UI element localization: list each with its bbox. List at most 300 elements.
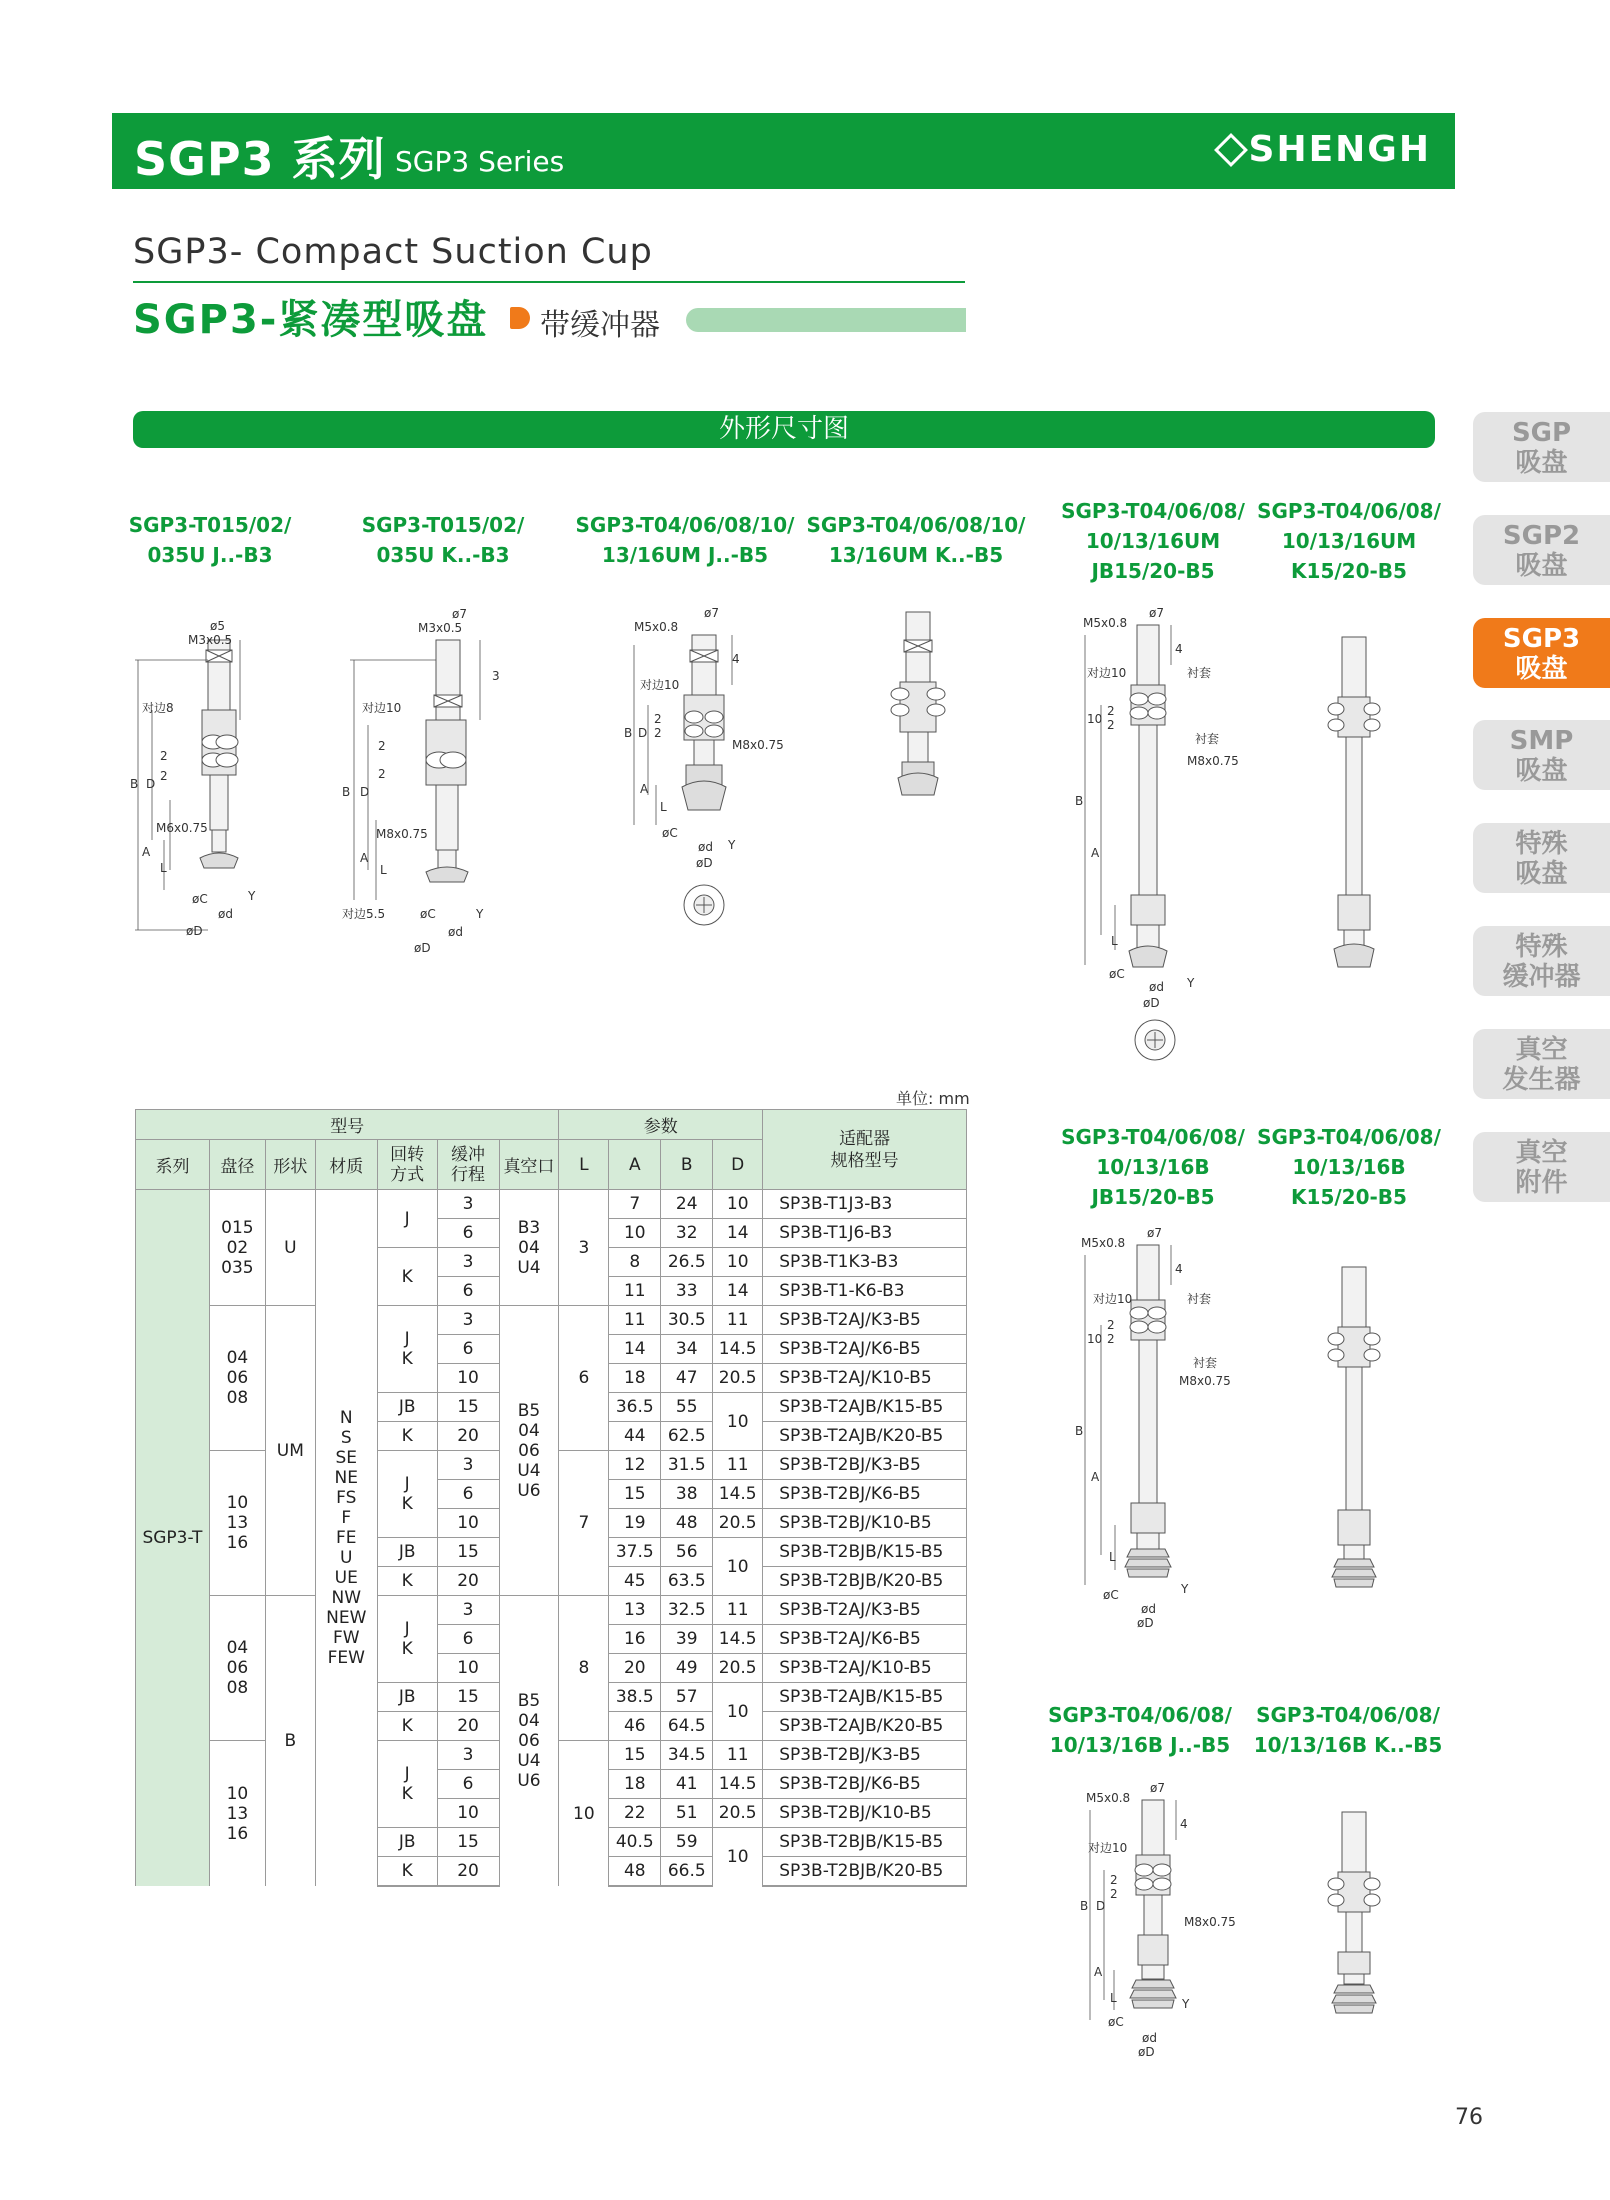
sidebar-tab-sgp[interactable]	[1473, 412, 1610, 482]
b-cell: 63.5	[661, 1567, 713, 1596]
dim-label: B	[1080, 1899, 1089, 1913]
sidebar-tab-label: 特殊	[1515, 932, 1568, 962]
dim-label: 2	[1110, 1873, 1118, 1887]
sidebar-tab-special-buffer[interactable]	[1473, 926, 1610, 996]
dim-label: M3x0.5	[418, 621, 463, 635]
dim-label: ød	[448, 925, 463, 939]
a-cell: 45	[609, 1567, 661, 1596]
rotation-cell: J K	[377, 1596, 437, 1683]
shape-cell: UM	[265, 1306, 315, 1596]
rotation-cell: K	[377, 1248, 437, 1306]
dim-label: A	[1091, 1470, 1100, 1484]
a-cell: 15	[609, 1480, 661, 1509]
stroke-cell: 6	[437, 1770, 499, 1799]
b-cell: 66.5	[661, 1857, 713, 1887]
b-cell: 62.5	[661, 1422, 713, 1451]
stroke-cell: 3	[437, 1248, 499, 1277]
stroke-cell: 3	[437, 1596, 499, 1625]
d-cell: 20.5	[713, 1799, 763, 1828]
dim-label: M6x0.75	[156, 821, 208, 835]
d-cell: 10	[713, 1683, 763, 1741]
adapter-cell: SP3B-T2AJ/K3-B5	[763, 1596, 967, 1625]
dim-label: ød	[1149, 980, 1164, 994]
stroke-cell: 3	[437, 1190, 499, 1219]
rotation-cell: J K	[377, 1306, 437, 1393]
sidebar-tab-vacuum-accessories[interactable]	[1473, 1132, 1610, 1202]
adapter-cell: SP3B-T1J3-B3	[763, 1190, 967, 1219]
stroke-cell: 20	[437, 1422, 499, 1451]
sidebar-tab-label: 特殊	[1515, 829, 1568, 859]
drawing-um-k15	[1320, 635, 1390, 975]
dim-label: øC	[192, 892, 208, 906]
drawing-t04-um-j	[620, 605, 784, 935]
stroke-cell: 15	[437, 1393, 499, 1422]
dim-label: øD	[1143, 996, 1160, 1010]
d-cell: 10	[713, 1248, 763, 1277]
dim-label: 衬套	[1187, 666, 1212, 680]
adapter-cell: SP3B-T2AJ/K3-B5	[763, 1306, 967, 1335]
dim-label: 衬套	[1195, 732, 1220, 746]
dim-label: A	[1094, 1965, 1103, 1979]
a-cell: 48	[609, 1857, 661, 1887]
d-cell: 14	[713, 1277, 763, 1306]
table-header: 真空口	[499, 1140, 559, 1190]
dim-label: B	[342, 785, 351, 799]
sidebar-tab-sublabel: 附件	[1515, 1168, 1568, 1198]
dim-label: ø7	[1147, 1226, 1162, 1240]
adapter-cell: SP3B-T1-K6-B3	[763, 1277, 967, 1306]
heading-tag: 带缓冲器	[540, 308, 660, 343]
dim-label: 衬套	[1187, 1292, 1212, 1306]
dim-label: 对边10	[1087, 666, 1127, 680]
sidebar-tab-sublabel: 缓冲器	[1502, 962, 1581, 992]
heading-cn: SGP3-紧凑型吸盘	[133, 297, 489, 343]
table-header: 缓冲 行程	[437, 1140, 499, 1190]
model-label-7: SGP3-T04/06/08/ 10/13/16B JB15/20-B5	[1061, 1125, 1245, 1209]
drawing-b-j	[1080, 1780, 1240, 2060]
d-cell: 14.5	[713, 1625, 763, 1654]
a-cell: 40.5	[609, 1828, 661, 1857]
stroke-cell: 10	[437, 1364, 499, 1393]
dim-label: B	[1075, 794, 1084, 808]
table-header: L	[559, 1140, 609, 1190]
dim-label: B	[1075, 1424, 1084, 1438]
b-cell: 57	[661, 1683, 713, 1712]
stroke-cell: 15	[437, 1683, 499, 1712]
dim-label: 4	[1180, 1817, 1188, 1831]
size-cell: 015 02 035	[209, 1190, 265, 1306]
stroke-cell: 15	[437, 1828, 499, 1857]
d-cell: 11	[713, 1306, 763, 1335]
dim-label: L	[660, 800, 667, 814]
stroke-cell: 10	[437, 1654, 499, 1683]
dim-label: D	[360, 785, 370, 799]
b-cell: 26.5	[661, 1248, 713, 1277]
a-cell: 12	[609, 1451, 661, 1480]
decorative-bar	[686, 308, 966, 332]
d-cell: 14.5	[713, 1770, 763, 1799]
sidebar-tab-label: 真空	[1515, 1138, 1568, 1168]
b-cell: 30.5	[661, 1306, 713, 1335]
adapter-cell: SP3B-T2AJB/K15-B5	[763, 1393, 967, 1422]
series-cell: SGP3-T	[136, 1190, 210, 1887]
stroke-cell: 20	[437, 1857, 499, 1887]
stroke-cell: 3	[437, 1741, 499, 1770]
tag-marker-icon	[510, 307, 530, 329]
port-cell: B3 04 U4	[499, 1190, 559, 1306]
l-cell: 6	[559, 1306, 609, 1451]
dim-label: 2	[1107, 704, 1115, 718]
dim-label: L	[380, 863, 387, 877]
dim-label: 对边10	[362, 701, 402, 715]
size-cell: 10 13 16	[209, 1451, 265, 1596]
adapter-cell: SP3B-T2AJB/K15-B5	[763, 1683, 967, 1712]
material-cell: N S SE NE FS F FE U UE NW NEW FW FEW	[315, 1190, 377, 1887]
a-cell: 46	[609, 1712, 661, 1741]
size-cell: 04 06 08	[209, 1306, 265, 1451]
adapter-cell: SP3B-T2AJ/K6-B5	[763, 1335, 967, 1364]
d-cell: 14	[713, 1219, 763, 1248]
b-cell: 41	[661, 1770, 713, 1799]
dim-label: 10	[1087, 1332, 1103, 1346]
dim-label: A	[360, 851, 369, 865]
stroke-cell: 20	[437, 1712, 499, 1741]
drawing-b-k	[1320, 1810, 1390, 2020]
adapter-cell: SP3B-T2BJB/K15-B5	[763, 1828, 967, 1857]
dim-label: M8x0.75	[1184, 1915, 1236, 1929]
dim-label: A	[142, 845, 151, 859]
dim-label: B	[624, 726, 633, 740]
b-cell: 48	[661, 1509, 713, 1538]
d-cell: 14.5	[713, 1335, 763, 1364]
dim-label: ø7	[1150, 1781, 1165, 1795]
dim-label: øD	[414, 941, 431, 955]
adapter-cell: SP3B-T2BJB/K20-B5	[763, 1567, 967, 1596]
b-cell: 34	[661, 1335, 713, 1364]
shape-cell: U	[265, 1190, 315, 1306]
b-cell: 33	[661, 1277, 713, 1306]
dim-label: D	[146, 777, 156, 791]
dim-label: øC	[1109, 967, 1125, 981]
sidebar-tab-label: SGP2	[1502, 521, 1581, 551]
sidebar-tab-vacuum-generator[interactable]	[1473, 1029, 1610, 1099]
model-label-10: SGP3-T04/06/08/ 10/13/16B K..-B5	[1253, 1703, 1443, 1757]
dim-label: 2	[1110, 1887, 1118, 1901]
table-header: 形状	[265, 1140, 315, 1190]
b-cell: 32.5	[661, 1596, 713, 1625]
dim-label: ød	[1141, 1602, 1156, 1616]
adapter-cell: SP3B-T1K3-B3	[763, 1248, 967, 1277]
dim-label: øD	[696, 856, 713, 870]
port-cell: B5 04 06 U4 U6	[499, 1596, 559, 1887]
table-header: D	[713, 1140, 763, 1190]
dim-label: L	[1111, 934, 1118, 948]
sidebar-tab-label: SGP	[1511, 418, 1572, 448]
model-label-8: SGP3-T04/06/08/ 10/13/16B K15/20-B5	[1257, 1125, 1441, 1209]
dim-label: Y	[728, 838, 736, 852]
drawing-um-jb	[1075, 605, 1245, 1065]
b-cell: 47	[661, 1364, 713, 1393]
b-cell: 34.5	[661, 1741, 713, 1770]
adapter-cell: SP3B-T2BJ/K10-B5	[763, 1799, 967, 1828]
header-subtitle: SGP3 Series	[395, 145, 565, 178]
a-cell: 22	[609, 1799, 661, 1828]
dim-label: M8x0.75	[376, 827, 428, 841]
dim-label: D	[1096, 1899, 1106, 1913]
rotation-cell: JB	[377, 1538, 437, 1567]
shape-cell: B	[265, 1596, 315, 1887]
a-cell: 11	[609, 1306, 661, 1335]
table-row	[136, 1306, 967, 1335]
table-header: 材质	[315, 1140, 377, 1190]
adapter-cell: SP3B-T2BJ/K10-B5	[763, 1509, 967, 1538]
rotation-cell: K	[377, 1712, 437, 1741]
model-label-9: SGP3-T04/06/08/ 10/13/16B J..-B5	[1048, 1703, 1232, 1757]
dim-label: M5x0.8	[1086, 1791, 1131, 1805]
b-cell: 24	[661, 1190, 713, 1219]
a-cell: 44	[609, 1422, 661, 1451]
dim-label: 10	[1087, 712, 1103, 726]
a-cell: 20	[609, 1654, 661, 1683]
dim-label: 2	[378, 767, 386, 781]
adapter-cell: SP3B-T2BJB/K20-B5	[763, 1857, 967, 1887]
dim-label: M5x0.8	[1083, 616, 1128, 630]
adapter-cell: SP3B-T2BJ/K6-B5	[763, 1770, 967, 1799]
a-cell: 18	[609, 1770, 661, 1799]
sidebar-tab-sublabel: 发生器	[1502, 1065, 1581, 1095]
dim-label: 对边8	[142, 701, 174, 715]
l-cell: 10	[559, 1741, 609, 1887]
adapter-cell: SP3B-T2AJ/K6-B5	[763, 1625, 967, 1654]
dim-label: Y	[1181, 1582, 1189, 1596]
d-cell: 10	[713, 1393, 763, 1451]
sidebar-tab-label: SGP3	[1502, 624, 1581, 654]
table-header: 系列	[136, 1140, 210, 1190]
l-cell: 7	[559, 1451, 609, 1596]
adapter-cell: SP3B-T2BJ/K6-B5	[763, 1480, 967, 1509]
b-cell: 31.5	[661, 1451, 713, 1480]
adapter-cell: SP3B-T2AJ/K10-B5	[763, 1364, 967, 1393]
drawing-t04-um-k	[880, 610, 960, 810]
a-cell: 7	[609, 1190, 661, 1219]
sidebar-tab-sublabel: 吸盘	[1515, 859, 1568, 889]
adapter-cell: SP3B-T2BJB/K15-B5	[763, 1538, 967, 1567]
dim-label: M8x0.75	[1187, 754, 1239, 768]
dim-label: øC	[662, 826, 678, 840]
a-cell: 36.5	[609, 1393, 661, 1422]
dim-label: 2	[1107, 1332, 1115, 1346]
b-cell: 51	[661, 1799, 713, 1828]
heading-en: SGP3- Compact Suction Cup	[133, 232, 653, 272]
diamond-logo-icon	[1214, 133, 1248, 167]
dim-label: ød	[1142, 2031, 1157, 2045]
size-cell: 10 13 16	[209, 1741, 265, 1887]
dim-label: D	[638, 726, 648, 740]
table-group-model: 型号	[136, 1110, 559, 1140]
table-header: 回转 方式	[377, 1140, 437, 1190]
rotation-cell: JB	[377, 1683, 437, 1712]
dim-label: 2	[1107, 1318, 1115, 1332]
dim-label: øC	[1103, 1588, 1119, 1602]
dim-label: Y	[476, 907, 484, 921]
rotation-cell: J K	[377, 1741, 437, 1828]
dim-label: L	[160, 861, 167, 875]
b-cell: 64.5	[661, 1712, 713, 1741]
page-header	[112, 113, 1455, 189]
dim-label: 2	[1107, 718, 1115, 732]
b-cell: 38	[661, 1480, 713, 1509]
dim-label: 对边5.5	[342, 907, 386, 921]
dim-label: L	[1109, 1550, 1116, 1564]
rotation-cell: JB	[377, 1393, 437, 1422]
adapter-cell: SP3B-T2BJ/K3-B5	[763, 1451, 967, 1480]
d-cell: 11	[713, 1741, 763, 1770]
drawing-b-jb	[1075, 1225, 1245, 1635]
a-cell: 16	[609, 1625, 661, 1654]
table-header-adapter: 适配器 规格型号	[763, 1110, 967, 1190]
drawing-t015-j	[130, 600, 280, 945]
d-cell: 14.5	[713, 1480, 763, 1509]
b-cell: 49	[661, 1654, 713, 1683]
stroke-cell: 6	[437, 1480, 499, 1509]
a-cell: 11	[609, 1277, 661, 1306]
a-cell: 14	[609, 1335, 661, 1364]
sidebar-tab-sublabel: 吸盘	[1515, 654, 1568, 684]
b-cell: 32	[661, 1219, 713, 1248]
dim-label: 2	[160, 749, 168, 763]
dim-label: Y	[248, 889, 256, 903]
a-cell: 15	[609, 1741, 661, 1770]
b-cell: 56	[661, 1538, 713, 1567]
stroke-cell: 3	[437, 1306, 499, 1335]
adapter-cell: SP3B-T2AJB/K20-B5	[763, 1712, 967, 1741]
model-label-5: SGP3-T04/06/08/ 10/13/16UM JB15/20-B5	[1061, 499, 1245, 583]
stroke-cell: 6	[437, 1335, 499, 1364]
table-header: B	[661, 1140, 713, 1190]
adapter-cell: SP3B-T2AJ/K10-B5	[763, 1654, 967, 1683]
dim-label: ød	[218, 907, 233, 921]
model-label-1: SGP3-T015/02/ 035U J..-B3	[128, 513, 292, 567]
a-cell: 19	[609, 1509, 661, 1538]
dim-label: 2	[654, 726, 662, 740]
b-cell: 39	[661, 1625, 713, 1654]
page-number: 76	[1455, 2105, 1483, 2130]
a-cell: 38.5	[609, 1683, 661, 1712]
table-row	[136, 1190, 967, 1219]
stroke-cell: 10	[437, 1509, 499, 1538]
dim-label: øC	[420, 907, 436, 921]
stroke-cell: 3	[437, 1451, 499, 1480]
stroke-cell: 20	[437, 1567, 499, 1596]
table-header: A	[609, 1140, 661, 1190]
adapter-cell: SP3B-T2BJ/K3-B5	[763, 1741, 967, 1770]
a-cell: 8	[609, 1248, 661, 1277]
adapter-cell: SP3B-T2AJB/K20-B5	[763, 1422, 967, 1451]
dim-label: M8x0.75	[1179, 1374, 1231, 1388]
dim-label: A	[1091, 846, 1100, 860]
model-label-4: SGP3-T04/06/08/10/ 13/16UM K..-B5	[806, 513, 1026, 567]
rotation-cell: J	[377, 1190, 437, 1248]
rotation-cell: JB	[377, 1828, 437, 1857]
l-cell: 3	[559, 1190, 609, 1306]
spec-table	[135, 1109, 967, 1887]
d-cell: 11	[713, 1596, 763, 1625]
dim-label: M5x0.8	[1081, 1236, 1126, 1250]
model-label-3: SGP3-T04/06/08/10/ 13/16UM J..-B5	[575, 513, 795, 567]
sidebar-tab-label: 真空	[1515, 1035, 1568, 1065]
dim-label: ø7	[1149, 606, 1164, 620]
section-title: 外形尺寸图	[133, 411, 1435, 448]
dim-label: M8x0.75	[732, 738, 784, 752]
dim-label: 衬套	[1193, 1356, 1218, 1370]
port-cell: B5 04 06 U4 U6	[499, 1306, 559, 1596]
stroke-cell: 6	[437, 1625, 499, 1654]
size-cell: 04 06 08	[209, 1596, 265, 1741]
a-cell: 37.5	[609, 1538, 661, 1567]
brand-logo-text: SHENGH	[1248, 129, 1431, 170]
table-row	[136, 1596, 967, 1625]
sidebar-tab-sublabel: 吸盘	[1515, 756, 1568, 786]
dim-label: M3x0.5	[188, 633, 233, 647]
dim-label: 对边10	[1088, 1841, 1128, 1855]
d-cell: 20.5	[713, 1654, 763, 1683]
dim-label: øC	[1108, 2015, 1124, 2029]
stroke-cell: 10	[437, 1799, 499, 1828]
adapter-cell: SP3B-T1J6-B3	[763, 1219, 967, 1248]
sidebar-tab-label: SMP	[1509, 726, 1574, 756]
dim-label: B	[130, 777, 139, 791]
dim-label: 2	[378, 739, 386, 753]
sidebar-tab-special-cup[interactable]	[1473, 823, 1610, 893]
d-cell: 10	[713, 1538, 763, 1596]
b-cell: 59	[661, 1828, 713, 1857]
d-cell: 20.5	[713, 1364, 763, 1393]
model-label-6: SGP3-T04/06/08/ 10/13/16UM K15/20-B5	[1257, 499, 1441, 583]
dim-label: M5x0.8	[634, 620, 679, 634]
d-cell: 11	[713, 1451, 763, 1480]
dim-label: Y	[1182, 1997, 1190, 2011]
rotation-cell: K	[377, 1857, 437, 1887]
b-cell: 55	[661, 1393, 713, 1422]
brand-logo	[1219, 129, 1431, 170]
sidebar-tab-sgp3[interactable]	[1473, 618, 1610, 688]
dim-label: 4	[1175, 1262, 1183, 1276]
dim-label: 对边10	[1093, 1292, 1133, 1306]
stroke-cell: 15	[437, 1538, 499, 1567]
unit-label: 单位: mm	[896, 1089, 970, 1108]
dim-label: ø5	[210, 619, 225, 633]
dim-label: A	[640, 782, 649, 796]
sidebar-tab-smp[interactable]	[1473, 720, 1610, 790]
dim-label: 2	[160, 769, 168, 783]
dim-label: øD	[186, 924, 203, 938]
dim-label: 对边10	[640, 678, 680, 692]
dim-label: øD	[1137, 1616, 1154, 1630]
stroke-cell: 6	[437, 1219, 499, 1248]
dim-label: ød	[698, 840, 713, 854]
heading-divider	[133, 281, 965, 283]
dim-label: øD	[1138, 2045, 1155, 2059]
dim-label: Y	[1187, 976, 1195, 990]
model-label-2: SGP3-T015/02/ 035U K..-B3	[361, 513, 525, 567]
table-group-params: 参数	[559, 1110, 763, 1140]
table-header: 盘径	[209, 1140, 265, 1190]
sidebar-tab-sgp2[interactable]	[1473, 515, 1610, 585]
d-cell: 20.5	[713, 1509, 763, 1538]
rotation-cell: K	[377, 1422, 437, 1451]
rotation-cell: K	[377, 1567, 437, 1596]
dim-label: 3	[492, 669, 500, 683]
